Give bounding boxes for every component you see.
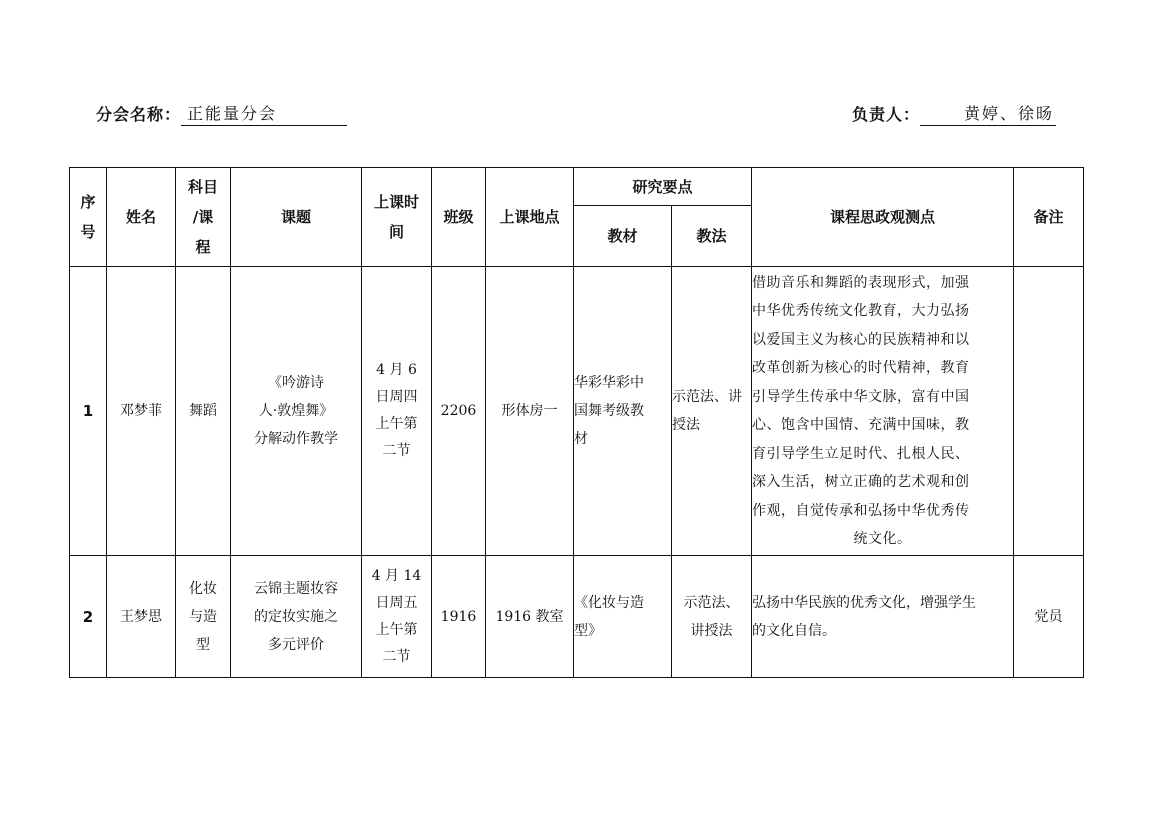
branch-name-value: 正能量分会 [181,103,347,126]
branch-name-field [96,103,347,126]
col-header-method: 教法 [672,206,752,267]
row-ideology: 弘扬中华民族的优秀文化，增强学生 的文化自信。 [752,556,1014,678]
row-remark [1014,267,1084,556]
row-time: 4 月 6 日周四 上午第 二节 [362,267,432,556]
col-header-research: 研究要点 [574,168,752,206]
row-no: 2 [70,556,107,678]
row-topic: 云锦主题妆容 的定妆实施之 多元评价 [231,556,362,678]
row-class: 2206 [432,267,486,556]
table-row [70,267,1084,556]
row-material: 《化妆与造 型》 [574,556,672,678]
row-place: 1916 教室 [486,556,574,678]
row-no: 1 [70,267,107,556]
col-header-remark: 备注 [1014,168,1084,267]
row-place: 形体房一 [486,267,574,556]
row-method: 示范法、 讲授法 [672,556,752,678]
row-remark: 党员 [1014,556,1084,678]
row-subject: 化妆 与造 型 [176,556,231,678]
col-header-class: 班级 [432,168,486,267]
col-header-topic: 课题 [231,168,362,267]
row-method: 示范法、讲 授法 [672,267,752,556]
col-header-name: 姓名 [107,168,176,267]
col-header-material: 教材 [574,206,672,267]
leader-value: 黄婷、徐旸 [920,103,1056,126]
row-name: 王梦思 [107,556,176,678]
row-ideology: 借助音乐和舞蹈的表现形式，加强 中华优秀传统文化教育，大力弘扬 以爱国主义为核心的民族精神和以 改革创新为核心的时代精神，教育 引导学生传承中华文脉，富有中国 心、饱含中国情、充满中国味，教 育引导学生立足时代、扎根人民、 深入生活，树立正确的艺术观和创 作观，自觉传承和弘扬中华优秀传 统文化。 [752,267,1014,556]
col-header-subject: 科目 /课 程 [176,168,231,267]
col-header-place: 上课地点 [486,168,574,267]
row-material: 华彩华彩中 国舞考级教 材 [574,267,672,556]
schedule-table [69,167,1084,678]
header-row-1 [70,168,1084,206]
row-time: 4 月 14 日周五 上午第 二节 [362,556,432,678]
table-row [70,556,1084,678]
row-topic: 《吟游诗 人·敦煌舞》 分解动作教学 [231,267,362,556]
col-header-no: 序 号 [70,168,107,267]
row-subject: 舞蹈 [176,267,231,556]
row-class: 1916 [432,556,486,678]
col-header-ideology: 课程思政观测点 [752,168,1014,267]
row-name: 邓梦菲 [107,267,176,556]
leader-field [852,103,1056,126]
col-header-time: 上课时 间 [362,168,432,267]
leader-label: 负责人： [852,105,921,124]
branch-name-label: 分会名称： [96,105,182,124]
